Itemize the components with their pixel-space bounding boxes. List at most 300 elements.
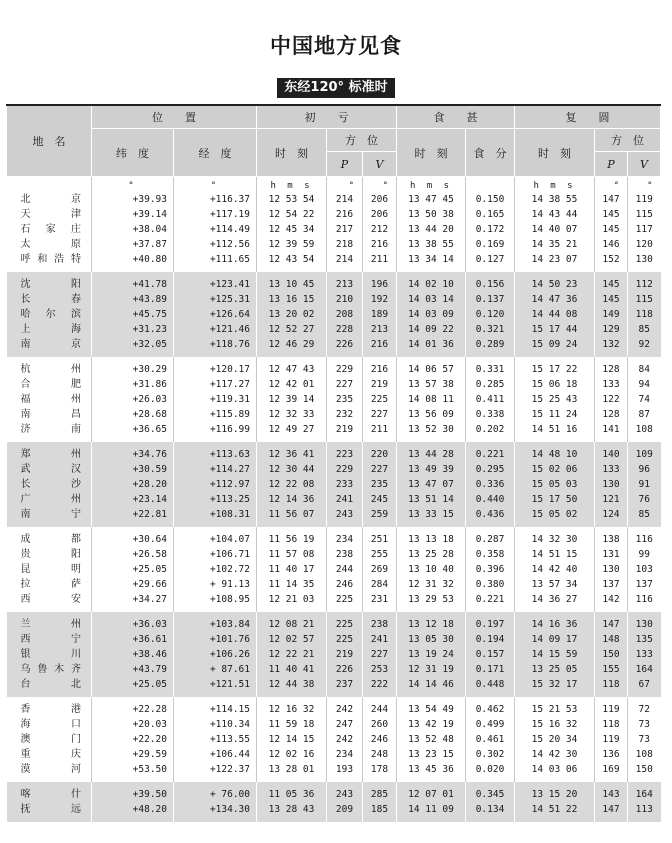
unit-cell: ° (363, 177, 397, 193)
table-row (7, 407, 661, 422)
last-contact-p: 119 (595, 697, 628, 717)
last-contact-p: 147 (595, 612, 628, 632)
first-contact-v: 260 (363, 717, 397, 732)
city-group (7, 697, 661, 782)
first-contact-time: 13 16 15 (257, 292, 327, 307)
last-contact-p: 122 (595, 392, 628, 407)
first-contact-v: 220 (363, 442, 397, 462)
magnitude: 0.169 (466, 237, 515, 252)
first-contact-time: 12 44 38 (257, 677, 327, 697)
header-first-p: P (327, 152, 363, 177)
first-contact-p: 235 (327, 392, 363, 407)
longitude: +121.51 (174, 677, 257, 697)
first-contact-time: 12 16 32 (257, 697, 327, 717)
latitude: +40.80 (92, 252, 174, 272)
max-time: 13 52 48 (397, 732, 466, 747)
magnitude: 0.411 (466, 392, 515, 407)
longitude: +101.76 (174, 632, 257, 647)
max-time: 13 47 07 (397, 477, 466, 492)
max-time: 14 06 57 (397, 357, 466, 377)
max-time: 13 57 38 (397, 377, 466, 392)
city-name: 北 京 (20, 194, 81, 205)
table-row (7, 442, 661, 462)
first-contact-p: 210 (327, 292, 363, 307)
last-contact-p: 145 (595, 292, 628, 307)
latitude: +22.20 (92, 732, 174, 747)
first-contact-time: 12 53 54 (257, 192, 327, 207)
table-row (7, 592, 661, 612)
longitude: +106.26 (174, 647, 257, 662)
last-contact-v: 115 (628, 292, 661, 307)
first-contact-p: 243 (327, 507, 363, 527)
max-time: 13 13 18 (397, 527, 466, 547)
max-time: 14 08 11 (397, 392, 466, 407)
last-contact-v: 108 (628, 747, 661, 762)
city-name: 漠 河 (20, 764, 81, 775)
first-contact-p: 241 (327, 492, 363, 507)
magnitude: 0.289 (466, 337, 515, 357)
table-row (7, 747, 661, 762)
latitude: +53.50 (92, 762, 174, 782)
city-name: 贵 阳 (20, 549, 81, 560)
last-contact-p: 155 (595, 662, 628, 677)
last-contact-time: 15 02 06 (515, 462, 595, 477)
magnitude: 0.137 (466, 292, 515, 307)
first-contact-v: 244 (363, 697, 397, 717)
last-contact-v: 112 (628, 272, 661, 292)
magnitude: 0.295 (466, 462, 515, 477)
last-contact-time: 14 44 08 (515, 307, 595, 322)
first-contact-p: 232 (327, 407, 363, 422)
max-time: 14 02 10 (397, 272, 466, 292)
latitude: +29.59 (92, 747, 174, 762)
last-contact-v: 164 (628, 662, 661, 677)
max-time: 13 51 14 (397, 492, 466, 507)
longitude: +121.46 (174, 322, 257, 337)
last-contact-time: 14 03 06 (515, 762, 595, 782)
last-contact-p: 148 (595, 632, 628, 647)
max-time: 14 09 22 (397, 322, 466, 337)
latitude: +28.20 (92, 477, 174, 492)
city-name: 澳 门 (20, 734, 81, 745)
first-contact-v: 211 (363, 252, 397, 272)
city-name: 郑 州 (7, 442, 92, 462)
last-contact-time: 14 38 55 (515, 192, 595, 207)
magnitude: 0.380 (466, 577, 515, 592)
last-contact-time: 14 47 36 (515, 292, 595, 307)
table-row (7, 237, 661, 252)
first-contact-time: 12 36 41 (257, 442, 327, 462)
first-contact-time: 12 49 27 (257, 422, 327, 442)
latitude: +31.23 (92, 322, 174, 337)
first-contact-time: 12 39 59 (257, 237, 327, 252)
header-last-p: P (595, 152, 628, 177)
table-row (7, 462, 661, 477)
latitude: +28.68 (92, 407, 174, 422)
longitude: +114.15 (174, 697, 257, 717)
last-contact-p: 130 (595, 562, 628, 577)
city-name: 台 北 (7, 677, 92, 697)
longitude: +115.89 (174, 407, 257, 422)
magnitude: 0.448 (466, 677, 515, 697)
unit-cell: ° (174, 177, 257, 193)
longitude: +111.65 (174, 252, 257, 272)
first-contact-p: 213 (327, 272, 363, 292)
last-contact-time: 14 16 36 (515, 612, 595, 632)
max-time: 13 56 09 (397, 407, 466, 422)
max-time: 14 14 46 (397, 677, 466, 697)
first-contact-v: 259 (363, 507, 397, 527)
last-contact-p: 131 (595, 547, 628, 562)
longitude: + 91.13 (174, 577, 257, 592)
longitude: +114.27 (174, 462, 257, 477)
magnitude: 0.221 (466, 442, 515, 462)
magnitude: 0.172 (466, 222, 515, 237)
header-lon: 经 度 (174, 129, 257, 177)
header-last-direction: 方 位 (595, 129, 661, 152)
header-lat: 纬 度 (92, 129, 174, 177)
first-contact-p: 217 (327, 222, 363, 237)
latitude: +43.79 (92, 662, 174, 677)
table-row (7, 562, 661, 577)
unit-cell: h m s (257, 177, 327, 193)
first-contact-p: 242 (327, 697, 363, 717)
latitude: +25.05 (92, 562, 174, 577)
first-contact-p: 225 (327, 612, 363, 632)
latitude: +37.87 (92, 237, 174, 252)
max-time: 13 19 24 (397, 647, 466, 662)
city-name: 南 宁 (7, 507, 92, 527)
latitude: +29.66 (92, 577, 174, 592)
first-contact-v: 185 (363, 802, 397, 822)
last-contact-p: 141 (595, 422, 628, 442)
first-contact-v: 241 (363, 632, 397, 647)
first-contact-v: 189 (363, 307, 397, 322)
latitude: +22.81 (92, 507, 174, 527)
latitude: +30.59 (92, 462, 174, 477)
latitude: +38.46 (92, 647, 174, 662)
first-contact-p: 226 (327, 337, 363, 357)
unit-cell: ° (595, 177, 628, 193)
longitude: +106.71 (174, 547, 257, 562)
first-contact-time: 12 43 54 (257, 252, 327, 272)
last-contact-time: 14 36 27 (515, 592, 595, 612)
unit-cell (466, 177, 515, 193)
last-contact-p: 149 (595, 307, 628, 322)
magnitude: 0.461 (466, 732, 515, 747)
last-contact-v: 67 (628, 677, 661, 697)
city-name: 石家庄 (20, 224, 81, 235)
header-max-time: 时 刻 (397, 129, 466, 177)
first-contact-v: 216 (363, 357, 397, 377)
table-row (7, 207, 661, 222)
first-contact-time: 12 45 34 (257, 222, 327, 237)
magnitude: 0.396 (466, 562, 515, 577)
magnitude: 0.150 (466, 192, 515, 207)
first-contact-p: 237 (327, 677, 363, 697)
longitude: +116.99 (174, 422, 257, 442)
first-contact-p: 218 (327, 237, 363, 252)
first-contact-v: 196 (363, 272, 397, 292)
first-contact-time: 12 02 57 (257, 632, 327, 647)
first-contact-p: 228 (327, 322, 363, 337)
first-contact-time: 13 28 01 (257, 762, 327, 782)
first-contact-p: 225 (327, 632, 363, 647)
longitude: +113.55 (174, 732, 257, 747)
unit-cell: h m s (515, 177, 595, 193)
subtitle-badge: 东经120° 标准时 (277, 78, 394, 98)
max-time: 13 12 18 (397, 612, 466, 632)
first-contact-p: 227 (327, 377, 363, 392)
units-row (7, 177, 661, 193)
table-row (7, 632, 661, 647)
last-contact-p: 118 (595, 677, 628, 697)
page-title: 中国地方见食 (270, 34, 402, 58)
city-group (7, 272, 661, 357)
magnitude: 0.302 (466, 747, 515, 762)
header-name: 地 名 (7, 105, 92, 177)
max-time: 13 44 20 (397, 222, 466, 237)
magnitude: 0.321 (466, 322, 515, 337)
last-contact-p: 130 (595, 477, 628, 492)
first-contact-p: 233 (327, 477, 363, 492)
latitude: +41.78 (92, 272, 174, 292)
table-row (7, 677, 661, 697)
first-contact-p: 219 (327, 647, 363, 662)
last-contact-time: 14 35 21 (515, 237, 595, 252)
first-contact-time: 12 02 16 (257, 747, 327, 762)
longitude: +114.49 (174, 222, 257, 237)
longitude: +117.27 (174, 377, 257, 392)
first-contact-time: 12 54 22 (257, 207, 327, 222)
last-contact-time: 14 15 59 (515, 647, 595, 662)
first-contact-v: 222 (363, 677, 397, 697)
first-contact-v: 225 (363, 392, 397, 407)
city-name: 成 都 (20, 534, 81, 545)
latitude: +39.93 (92, 192, 174, 207)
first-contact-time: 13 10 45 (257, 272, 327, 292)
latitude: +38.04 (92, 222, 174, 237)
last-contact-time: 15 06 18 (515, 377, 595, 392)
table-row (7, 252, 661, 272)
last-contact-p: 145 (595, 222, 628, 237)
last-contact-p: 142 (595, 592, 628, 612)
header-last-contact: 复 圆 (515, 105, 661, 129)
first-contact-time: 12 46 29 (257, 337, 327, 357)
table-row (7, 422, 661, 442)
first-contact-v: 219 (363, 377, 397, 392)
city-name: 香 港 (20, 704, 81, 715)
city-name: 西 安 (20, 594, 81, 605)
last-contact-p: 136 (595, 747, 628, 762)
longitude: +117.19 (174, 207, 257, 222)
first-contact-v: 211 (363, 422, 397, 442)
magnitude: 0.440 (466, 492, 515, 507)
max-time: 14 11 09 (397, 802, 466, 822)
magnitude: 0.157 (466, 647, 515, 662)
last-contact-v: 113 (628, 802, 661, 822)
last-contact-p: 147 (595, 802, 628, 822)
city-name: 福 州 (20, 394, 81, 405)
city-name: 兰 州 (7, 612, 92, 632)
header-last-time: 时 刻 (515, 129, 595, 177)
last-contact-p: 133 (595, 377, 628, 392)
first-contact-v: 213 (363, 322, 397, 337)
last-contact-p: 124 (595, 507, 628, 527)
latitude: +43.89 (92, 292, 174, 307)
longitude: +103.84 (174, 612, 257, 632)
city-name: 太 原 (20, 239, 81, 250)
last-contact-v: 73 (628, 732, 661, 747)
city-name: 杭 州 (20, 364, 81, 375)
last-contact-p: 137 (595, 577, 628, 592)
max-time: 13 34 14 (397, 252, 466, 272)
city-name: 银 川 (7, 647, 92, 662)
table-row (7, 802, 661, 822)
first-contact-v: 251 (363, 527, 397, 547)
first-contact-time: 13 20 02 (257, 307, 327, 322)
latitude: +36.65 (92, 422, 174, 442)
longitude: +125.31 (174, 292, 257, 307)
city-name: 呼和浩特 (20, 254, 81, 265)
city-name: 南 京 (7, 337, 92, 357)
city-name: 乌鲁木齐 (7, 662, 92, 677)
last-contact-v: 99 (628, 547, 661, 562)
longitude: +113.63 (174, 442, 257, 462)
last-contact-time: 15 25 43 (515, 392, 595, 407)
city-name: 拉 萨 (20, 579, 81, 590)
max-time: 13 44 28 (397, 442, 466, 462)
magnitude: 0.336 (466, 477, 515, 492)
first-contact-v: 245 (363, 492, 397, 507)
first-contact-p: 226 (327, 662, 363, 677)
first-contact-time: 12 32 33 (257, 407, 327, 422)
city-name: 昆 明 (20, 564, 81, 575)
city-name: 哈尔滨 (7, 307, 92, 322)
first-contact-p: 193 (327, 762, 363, 782)
latitude: +31.86 (92, 377, 174, 392)
last-contact-time: 14 42 30 (515, 747, 595, 762)
first-contact-v: 216 (363, 237, 397, 252)
first-contact-time: 12 47 43 (257, 357, 327, 377)
first-contact-time: 11 59 18 (257, 717, 327, 732)
last-contact-v: 91 (628, 477, 661, 492)
longitude: +102.72 (174, 562, 257, 577)
first-contact-v: 246 (363, 732, 397, 747)
last-contact-v: 116 (628, 527, 661, 547)
first-contact-p: 214 (327, 252, 363, 272)
last-contact-p: 133 (595, 462, 628, 477)
header-position: 位 置 (92, 105, 257, 129)
max-time: 14 01 36 (397, 337, 466, 357)
first-contact-time: 11 40 17 (257, 562, 327, 577)
last-contact-time: 14 48 10 (515, 442, 595, 462)
last-contact-p: 121 (595, 492, 628, 507)
last-contact-v: 118 (628, 307, 661, 322)
city-name: 抚 远 (7, 802, 92, 822)
city-name: 武 汉 (7, 462, 92, 477)
last-contact-time: 15 17 50 (515, 492, 595, 507)
magnitude: 0.202 (466, 422, 515, 442)
table-row (7, 547, 661, 562)
longitude: +119.31 (174, 392, 257, 407)
longitude: +116.37 (174, 192, 257, 207)
first-contact-time: 11 40 41 (257, 662, 327, 677)
longitude: +126.64 (174, 307, 257, 322)
first-contact-v: 216 (363, 337, 397, 357)
latitude: +45.75 (92, 307, 174, 322)
table-header (7, 105, 661, 177)
last-contact-v: 85 (628, 507, 661, 527)
longitude: + 87.61 (174, 662, 257, 677)
first-contact-time: 13 28 43 (257, 802, 327, 822)
longitude: +120.17 (174, 357, 257, 377)
first-contact-v: 192 (363, 292, 397, 307)
last-contact-v: 94 (628, 377, 661, 392)
unit-cell: h m s (397, 177, 466, 193)
last-contact-p: 145 (595, 272, 628, 292)
first-contact-time: 12 21 03 (257, 592, 327, 612)
city-name: 广 州 (7, 492, 92, 507)
last-contact-v: 135 (628, 632, 661, 647)
header-first-contact: 初 亏 (257, 105, 397, 129)
latitude: +20.03 (92, 717, 174, 732)
last-contact-v: 133 (628, 647, 661, 662)
header-first-time: 时 刻 (257, 129, 327, 177)
city-name: 上 海 (7, 322, 92, 337)
max-time: 12 31 32 (397, 577, 466, 592)
last-contact-p: 138 (595, 527, 628, 547)
last-contact-v: 116 (628, 592, 661, 612)
max-time: 13 29 53 (397, 592, 466, 612)
latitude: +34.27 (92, 592, 174, 612)
last-contact-p: 119 (595, 732, 628, 747)
first-contact-p: 243 (327, 782, 363, 802)
longitude: +123.41 (174, 272, 257, 292)
table-row (7, 697, 661, 717)
max-time: 13 45 36 (397, 762, 466, 782)
first-contact-p: 247 (327, 717, 363, 732)
unit-cell: ° (92, 177, 174, 193)
magnitude: 0.499 (466, 717, 515, 732)
unit-cell: ° (628, 177, 661, 193)
max-time: 13 54 49 (397, 697, 466, 717)
last-contact-p: 146 (595, 237, 628, 252)
city-name: 沈 阳 (7, 272, 92, 292)
first-contact-v: 238 (363, 612, 397, 632)
magnitude: 0.436 (466, 507, 515, 527)
last-contact-time: 14 23 07 (515, 252, 595, 272)
header-magnitude: 食 分 (466, 129, 515, 177)
header-first-v: V (363, 152, 397, 177)
last-contact-time: 15 09 24 (515, 337, 595, 357)
first-contact-time: 12 14 15 (257, 732, 327, 747)
city-name: 南 昌 (20, 409, 81, 420)
first-contact-v: 206 (363, 192, 397, 207)
latitude: +22.28 (92, 697, 174, 717)
last-contact-p: 132 (595, 337, 628, 357)
city-name: 海 口 (20, 719, 81, 730)
max-time: 12 07 01 (397, 782, 466, 802)
latitude: +26.03 (92, 392, 174, 407)
last-contact-time: 13 57 34 (515, 577, 595, 592)
first-contact-time: 11 56 07 (257, 507, 327, 527)
latitude: +23.14 (92, 492, 174, 507)
last-contact-v: 76 (628, 492, 661, 507)
last-contact-time: 15 32 17 (515, 677, 595, 697)
last-contact-v: 103 (628, 562, 661, 577)
last-contact-time: 14 51 22 (515, 802, 595, 822)
